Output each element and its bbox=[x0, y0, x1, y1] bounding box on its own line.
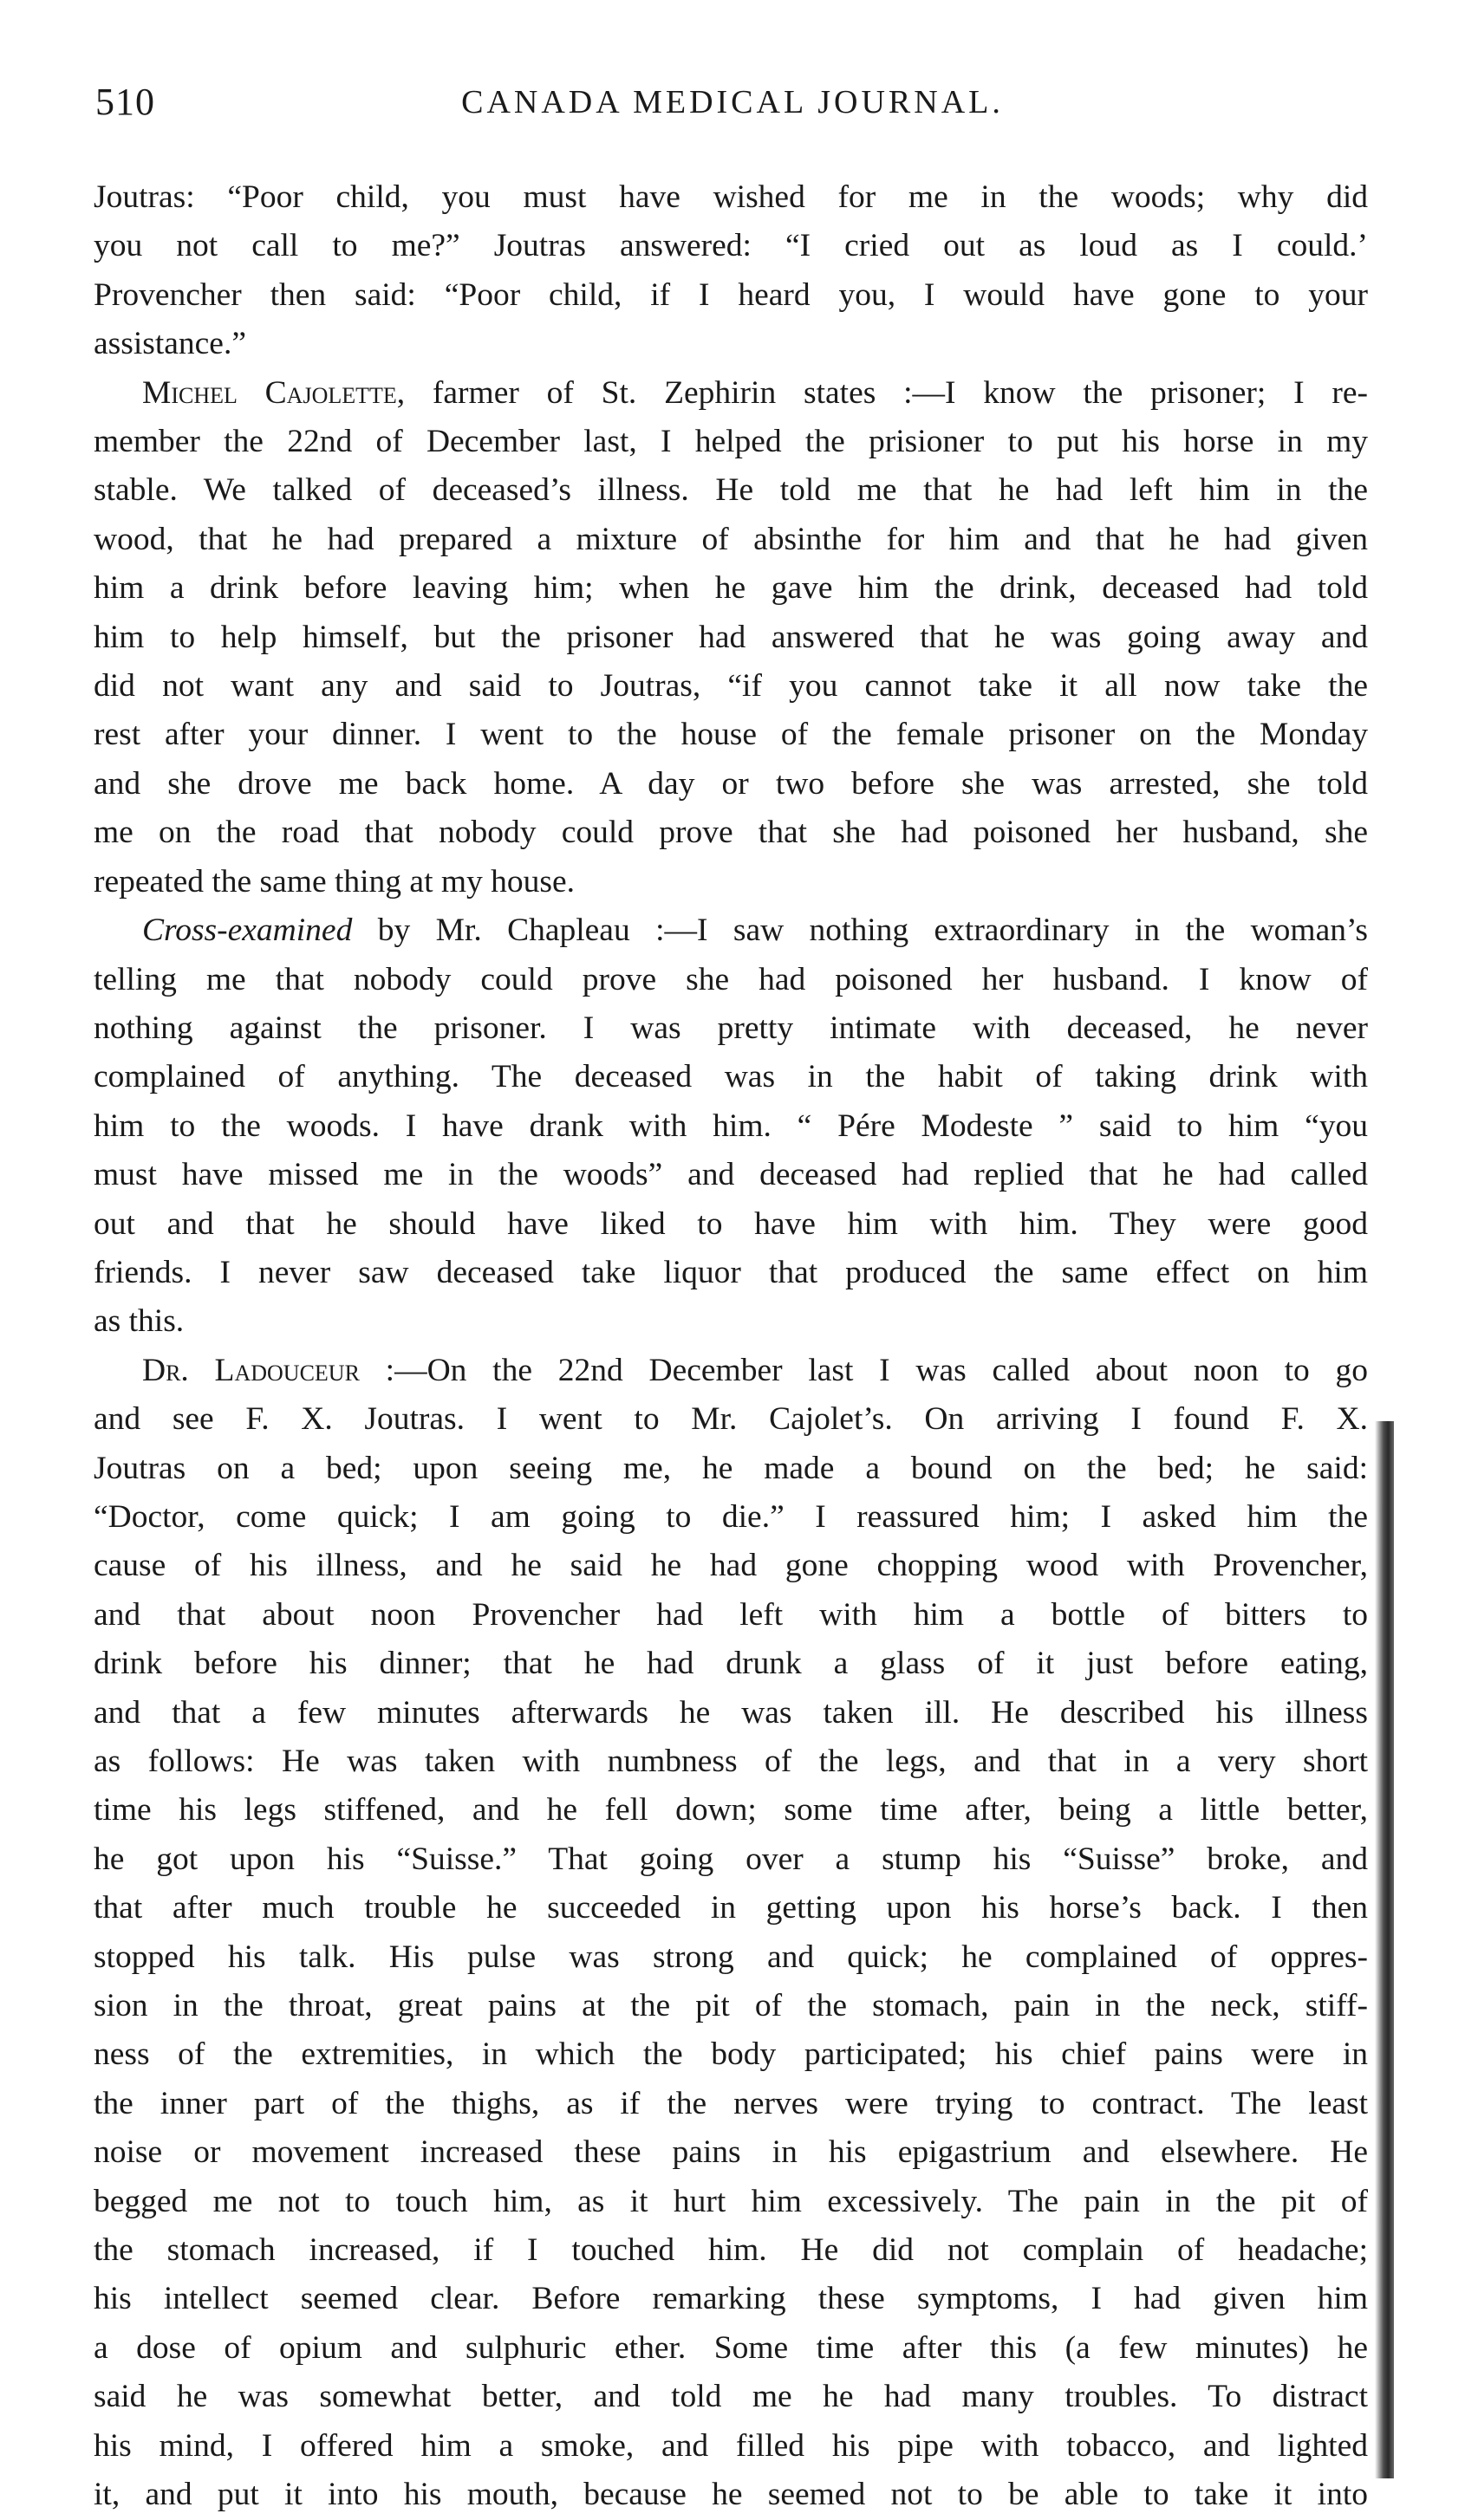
paragraph-3-line: him to the woods. I have drank with him. “ Pére Modeste ” said to him “you bbox=[94, 1107, 1368, 1144]
witness-name: Dr. Ladouceur bbox=[142, 1352, 360, 1388]
paragraph-2-line: him to help himself, but the prisoner had answered that he was going away and bbox=[94, 619, 1368, 655]
paragraph-4-line: stopped his talk. His pulse was strong and quick; he complained of oppres- bbox=[94, 1939, 1368, 1975]
cross-examined-label: Cross-examined bbox=[142, 913, 353, 949]
paragraph-2-line: member the 22nd of December last, I helped the prisioner to put his horse in my bbox=[94, 424, 1368, 460]
paragraph-2-line: did not want any and said to Joutras, “if you cannot take it all now take the bbox=[94, 668, 1368, 705]
paragraph-3-line: friends. I never saw deceased take liquor that produced the same effect on him bbox=[94, 1254, 1368, 1290]
paragraph-4-line: ness of the extremities, in which the body participated; his chief pains were in bbox=[94, 2036, 1368, 2073]
paragraph-4-line: Joutras on a bed; upon seeing me, he made a bound on the bed; he said: bbox=[94, 1450, 1368, 1486]
paragraph-4-line: a dose of opium and sulphuric ether. Some time after this (a few minutes) he bbox=[94, 2329, 1368, 2366]
paragraph-4-line: begged me not to touch him, as it hurt him excessively. The pain in the pit of bbox=[94, 2183, 1368, 2219]
paragraph-2-line: me on the road that nobody could prove that she had poisoned her husband, she bbox=[94, 815, 1368, 851]
paragraph-4-line: his mind, I offered him a smoke, and filled his pipe with tobacco, and lighted bbox=[94, 2427, 1368, 2464]
paragraph-4-line: sion in the throat, great pains at the pit of the stomach, pain in the neck, stiff- bbox=[94, 1988, 1368, 2024]
paragraph-3-first-line bbox=[94, 906, 1368, 955]
paragraph-4-line: the inner part of the thighs, as if the nerves were trying to contract. The least bbox=[94, 2085, 1368, 2121]
paragraph-4-line: time his legs stiffened, and he fell down; some time after, being a little better, bbox=[94, 1792, 1368, 1828]
page-number: 510 bbox=[95, 81, 155, 123]
paragraph-4-line: and that a few minutes afterwards he was taken ill. He described his illness bbox=[94, 1694, 1368, 1731]
paragraph-2-line: rest after your dinner. I went to the house of the female prisoner on the Monday bbox=[94, 717, 1368, 753]
paragraph-4-first-line bbox=[94, 1347, 1368, 1395]
paragraph-3-line: out and that he should have liked to have him with him. They were good bbox=[94, 1205, 1368, 1242]
paragraph-4-line: “Doctor, come quick; I am going to die.” I reassured him; I asked him the bbox=[94, 1498, 1368, 1535]
paragraph-2-line: wood, that he had prepared a mixture of absinthe for him and that he had given bbox=[94, 521, 1368, 557]
paragraph-3-line: telling me that nobody could prove she had poisoned her husband. I know of bbox=[94, 961, 1368, 997]
paragraph-1-line: Provencher then said: “Poor child, if I heard you, I would have gone to your bbox=[94, 276, 1368, 313]
paragraph-4-line: noise or movement increased these pains in his epigastrium and elsewhere. He bbox=[94, 2134, 1368, 2171]
body-text bbox=[94, 173, 1368, 2520]
page-header bbox=[95, 80, 1370, 132]
paragraph-4-line: his intellect seemed clear. Before remarking these symptoms, I had given him bbox=[94, 2281, 1368, 2317]
paragraph-3-line: must have missed me in the woods” and deceased had replied that he had called bbox=[94, 1157, 1368, 1193]
paragraph-2-line: him a drink before leaving him; when he gave him the drink, deceased had told bbox=[94, 570, 1368, 607]
paragraph-2-line-text: farmer of St. Zephirin states :—I know the prisoner; I re- bbox=[405, 374, 1368, 411]
paragraph-4-line: as follows: He was taken with numbness of the legs, and that in a very short bbox=[94, 1744, 1368, 1779]
paragraph-4-line: and see F. X. Joutras. I went to Mr. Cajolet’s. On arriving I found F. X. bbox=[94, 1401, 1368, 1438]
paragraph-4-line: cause of his illness, and he said he had gone chopping wood with Provencher, bbox=[94, 1548, 1368, 1584]
paragraph-4-line: and that about noon Provencher had left with him a bottle of bitters to bbox=[94, 1596, 1368, 1633]
paragraph-1-line: Joutras: “Poor child, you must have wished for me in the woods; why did bbox=[94, 179, 1368, 215]
paragraph-2-line: repeated the same thing at my house. bbox=[94, 863, 576, 900]
binding-shadow bbox=[1375, 1421, 1394, 2478]
paragraph-4-line: that after much trouble he succeeded in getting upon his horse’s back. I then bbox=[94, 1890, 1368, 1926]
paragraph-4-line: he got upon his “Suisse.” That going over a stump his “Suisse” broke, and bbox=[94, 1841, 1368, 1877]
paragraph-4-line: said he was somewhat better, and told me he had many troubles. To distract bbox=[94, 2379, 1368, 2415]
witness-name: Michel Cajolette, bbox=[142, 374, 406, 411]
paragraph-2-line: stable. We talked of deceased’s illness. He told me that he had left him in the bbox=[94, 472, 1368, 509]
paragraph-2-line: and she drove me back home. A day or two before she was arrested, she told bbox=[94, 765, 1368, 802]
paragraph-3-line: nothing against the prisoner. I was pretty intimate with deceased, he never bbox=[94, 1010, 1368, 1046]
running-title: CANADA MEDICAL JOURNAL. bbox=[461, 84, 1004, 120]
paragraph-1-line: assistance.” bbox=[94, 326, 246, 362]
paragraph-4-line-text: :—On the 22nd December last I was called about noon to go bbox=[359, 1352, 1369, 1388]
paragraph-3-line-text: by Mr. Chapleau :—I saw nothing extraordinary in the woman’s bbox=[352, 913, 1368, 949]
paragraph-4-line: it, and put it into his mouth, because he seemed not to be able to take it into bbox=[94, 2477, 1368, 2513]
paragraph-3-line: complained of anything. The deceased was in the habit of taking drink with bbox=[94, 1059, 1368, 1095]
paragraph-4-line: the stomach increased, if I touched him. He did not complain of headache; bbox=[94, 2232, 1368, 2269]
paragraph-1-line: you not call to me?” Joutras answered: “I cried out as loud as I could.’ bbox=[94, 228, 1368, 264]
paragraph-4-line: drink before his dinner; that he had drunk a glass of it just before eating, bbox=[94, 1646, 1368, 1682]
paragraph-3-line: as this. bbox=[94, 1303, 185, 1340]
paragraph-2-first-line bbox=[94, 369, 1368, 418]
